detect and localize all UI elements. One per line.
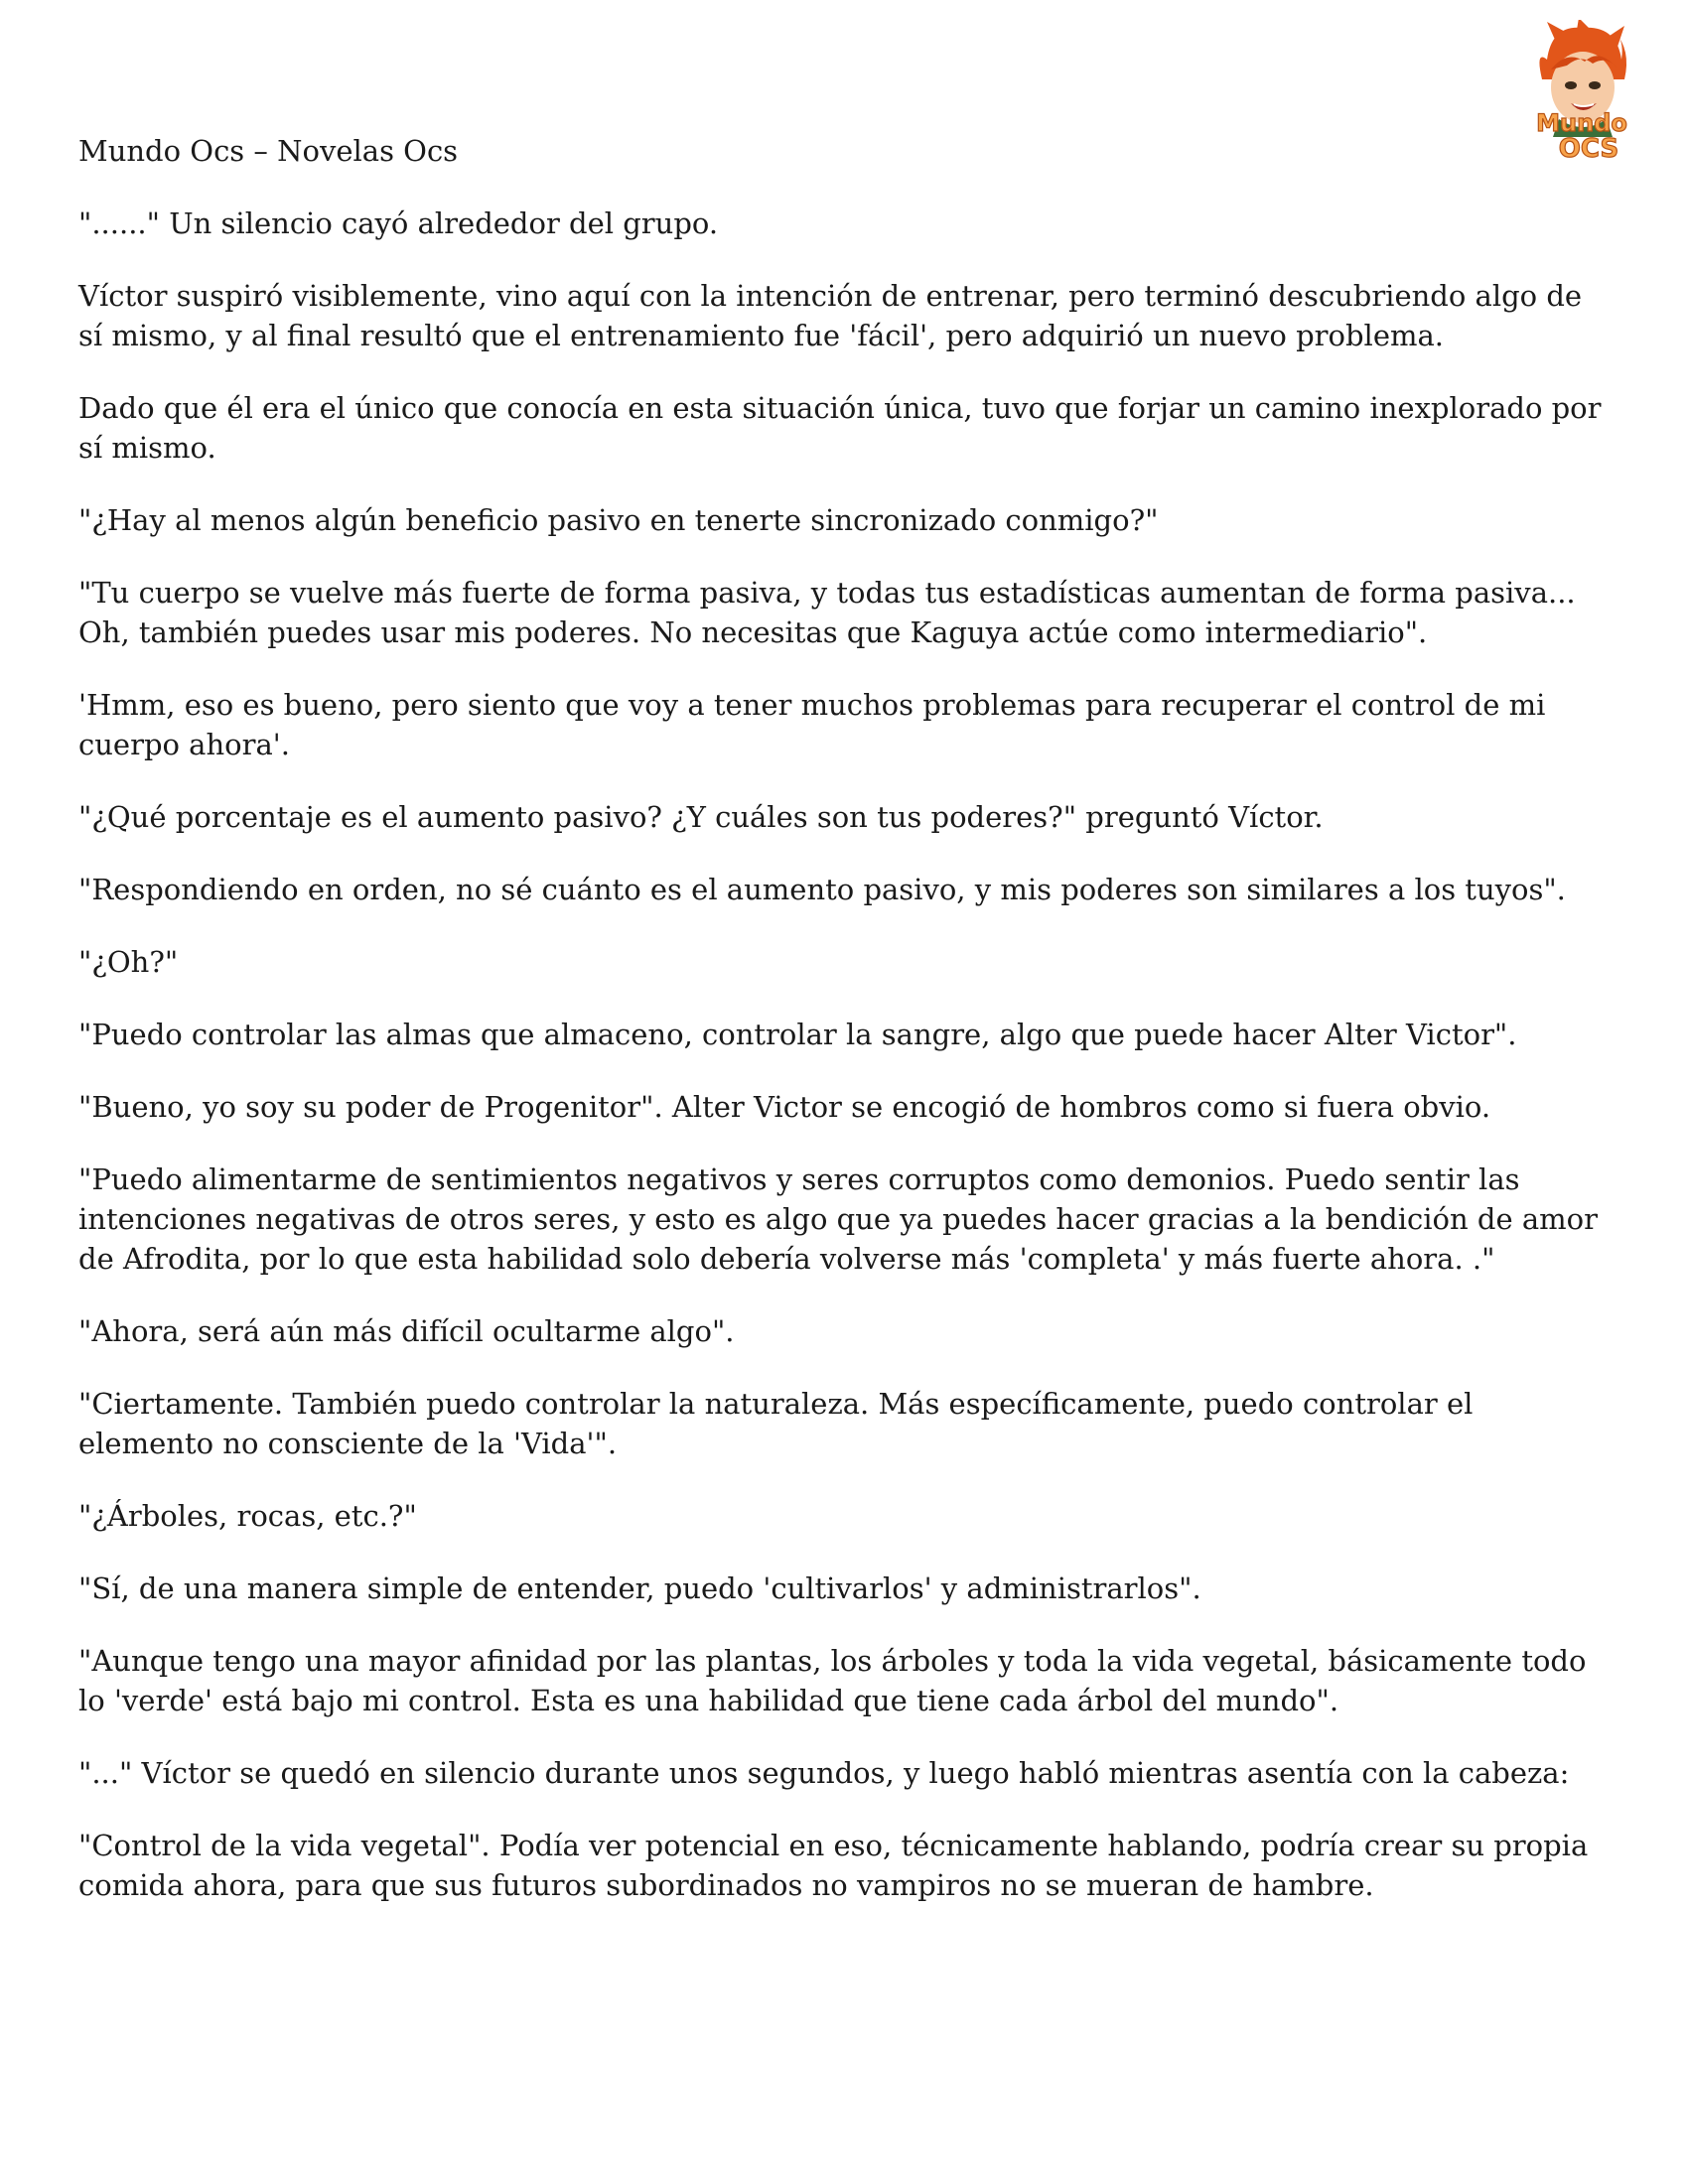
paragraph: "Ciertamente. También puedo controlar la naturaleza. Más específicamente, puedo controlar el elemento no consciente de la 'Vida'". (78, 1387, 1474, 1460)
paragraph: "Puedo controlar las almas que almaceno, controlar la sangre, algo que puede hacer Alter Victor". (78, 1018, 1517, 1051)
paragraph: "Puedo alimentarme de sentimientos negativos y seres corruptos como demonios. Puedo sentir las intenciones negativas de otros seres, y esto es algo que ya puedes hacer gracias a la bendición de amor de Afrodita, por lo que esta habilidad solo debería volverse más 'completa' y más fuerte ahora. ." (78, 1162, 1598, 1276)
mundo-ocs-logo-icon (1507, 20, 1656, 169)
logo-text-top: Mundo (1536, 109, 1627, 137)
paragraph: Víctor suspiró visiblemente, vino aquí con la intención de entrenar, pero terminó descubriendo algo de sí mismo, y al final resultó que el entrenamiento fue 'fácil', pero adquirió un nuevo problema. (78, 279, 1583, 352)
page-header: Mundo Ocs – Novelas Ocs (78, 134, 459, 168)
paragraph: "¿Hay al menos algún beneficio pasivo en tenerte sincronizado conmigo?" (78, 503, 1159, 537)
document-body (78, 204, 1613, 1938)
paragraph: "Control de la vida vegetal". Podía ver potencial en eso, técnicamente hablando, podría crear su propia comida ahora, para que sus futuros subordinados no vampiros no se mueran de hambre. (78, 1829, 1589, 1902)
paragraph: "¿Qué porcentaje es el aumento pasivo? ¿Y cuáles son tus poderes?" preguntó Víctor. (78, 800, 1324, 834)
paragraph: "......" Un silencio cayó alrededor del grupo. (78, 206, 719, 240)
logo-text-bottom: OCS (1558, 134, 1619, 164)
paragraph: "Tu cuerpo se vuelve más fuerte de forma pasiva, y todas tus estadísticas aumentan de forma pasiva... Oh, también puedes usar mis poderes. No necesitas que Kaguya actúe como intermediario". (78, 576, 1576, 649)
paragraph: "Bueno, yo soy su poder de Progenitor". Alter Victor se encogió de hombros como si fuera obvio. (78, 1090, 1491, 1124)
paragraph: "¿Árboles, rocas, etc.?" (78, 1499, 417, 1533)
paragraph: "Ahora, será aún más difícil ocultarme algo". (78, 1314, 735, 1348)
paragraph: "¿Oh?" (78, 945, 179, 979)
paragraph: Dado que él era el único que conocía en esta situación única, tuvo que forjar un camino inexplorado por sí mismo. (78, 391, 1602, 465)
paragraph: "Respondiendo en orden, no sé cuánto es el aumento pasivo, y mis poderes son similares a los tuyos". (78, 873, 1566, 906)
paragraph: 'Hmm, eso es bueno, pero siento que voy a tener muchos problemas para recuperar el control de mi cuerpo ahora'. (78, 688, 1546, 761)
paragraph: "..." Víctor se quedó en silencio durante unos segundos, y luego habló mientras asentía con la cabeza: (78, 1756, 1570, 1790)
paragraph: "Sí, de una manera simple de entender, puedo 'cultivarlos' y administrarlos". (78, 1571, 1201, 1605)
paragraph: "Aunque tengo una mayor afinidad por las plantas, los árboles y toda la vida vegetal, básicamente todo lo 'verde' está bajo mi control. Esta es una habilidad que tiene cada árbol del mundo". (78, 1644, 1587, 1717)
